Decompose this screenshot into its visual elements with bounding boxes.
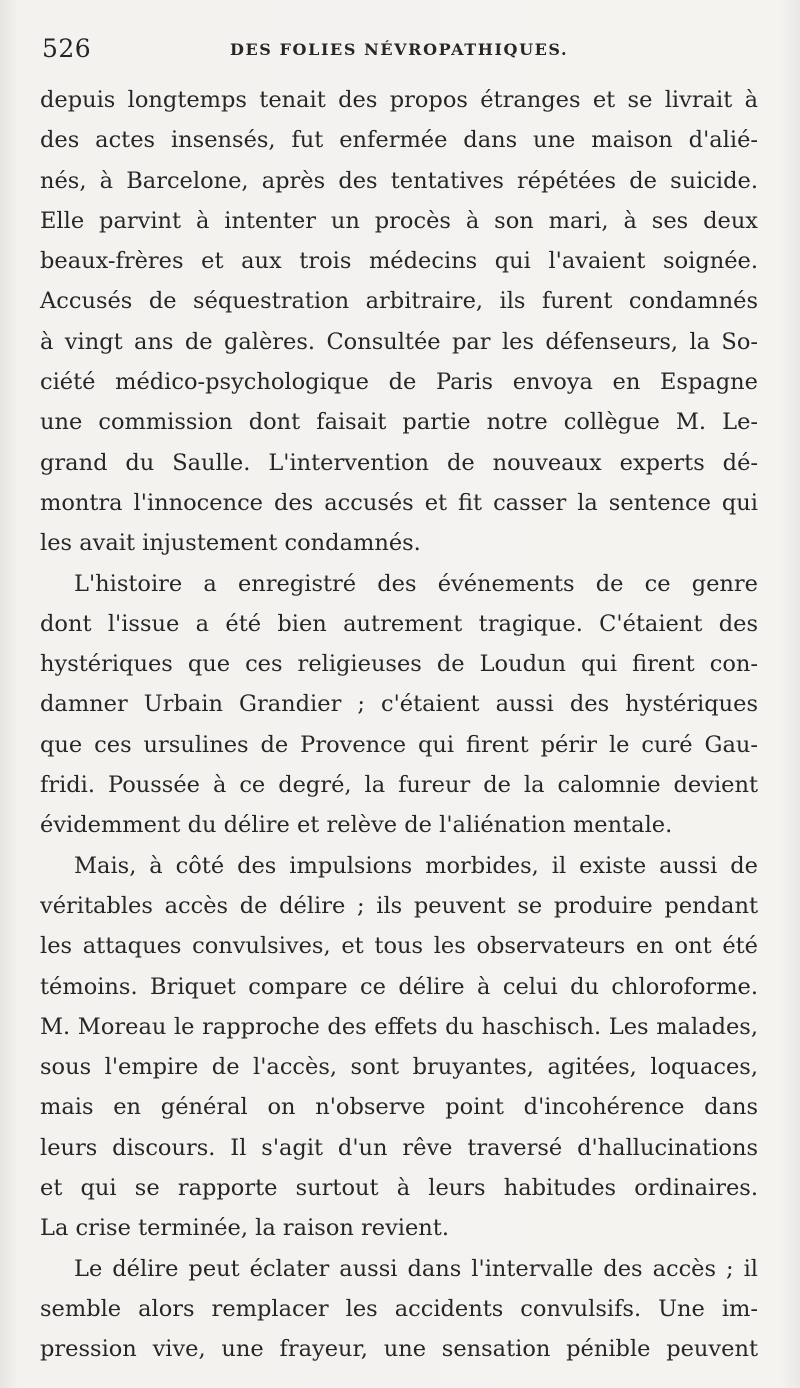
text-line: évidemment du délire et relève de l'aliénation mentale. bbox=[40, 812, 673, 839]
text-body bbox=[40, 80, 758, 1370]
text-line: M. Moreau le rapproche des effets du haschisch. Les malades, bbox=[40, 1013, 758, 1040]
text-line: les avait injustement condamnés. bbox=[40, 530, 421, 557]
text-line: dont l'issue a été bien autrement tragique. C'étaient des bbox=[40, 610, 758, 637]
text-line: à vingt ans de galères. Consultée par les défenseurs, la So- bbox=[40, 328, 758, 355]
text-line: ciété médico-psychologique de Paris envoya en Espagne bbox=[40, 369, 758, 396]
text-line: une commission dont faisait partie notre collègue M. Le- bbox=[40, 409, 758, 436]
text-line: La crise terminée, la raison revient. bbox=[40, 1215, 449, 1242]
text-line: véritables accès de délire ; ils peuvent se produire pendant bbox=[40, 892, 758, 919]
text-line: nés, à Barcelone, après des tentatives répétées de suicide. bbox=[40, 167, 758, 194]
text-line: que ces ursulines de Provence qui firent périr le curé Gau- bbox=[40, 731, 758, 758]
text-line: Mais, à côté des impulsions morbides, il existe aussi de bbox=[74, 852, 758, 879]
text-line: Le délire peut éclater aussi dans l'intervalle des accès ; il bbox=[74, 1255, 758, 1282]
text-line: des actes insensés, fut enfermée dans une maison d'alié- bbox=[40, 127, 758, 154]
text-line: pression vive, une frayeur, une sensation pénible peuvent bbox=[40, 1336, 758, 1363]
text-line: Accusés de séquestration arbitraire, ils furent condamnés bbox=[40, 288, 758, 315]
text-line: beaux-frères et aux trois médecins qui l'avaient soignée. bbox=[40, 248, 758, 275]
text-line: les attaques convulsives, et tous les observateurs en ont été bbox=[40, 933, 758, 960]
text-line: témoins. Briquet compare ce délire à celui du chloroforme. bbox=[40, 973, 758, 1000]
text-line: grand du Saulle. L'intervention de nouveaux experts dé- bbox=[40, 449, 758, 476]
paragraph bbox=[40, 564, 758, 846]
text-line: montra l'innocence des accusés et fit casser la sentence qui bbox=[40, 489, 758, 516]
paragraph bbox=[40, 80, 758, 564]
text-line: L'histoire a enregistré des événements de ce genre bbox=[74, 570, 758, 597]
text-line: semble alors remplacer les accidents convulsifs. Une im- bbox=[40, 1295, 758, 1322]
page-number: 526 bbox=[42, 34, 92, 63]
text-line: depuis longtemps tenait des propos étranges et se livrait à bbox=[40, 87, 758, 113]
paragraph bbox=[40, 846, 758, 1249]
text-line: leurs discours. Il s'agit d'un rêve traversé d'hallucinations bbox=[40, 1134, 758, 1161]
text-line: hystériques que ces religieuses de Loudun qui firent con- bbox=[40, 651, 758, 678]
text-line: sous l'empire de l'accès, sont bruyantes, agitées, loquaces, bbox=[40, 1054, 758, 1081]
text-line: damner Urbain Grandier ; c'étaient aussi des hystériques bbox=[40, 691, 758, 718]
text-line: Elle parvint à intenter un procès à son mari, à ses deux bbox=[40, 207, 758, 234]
text-line: mais en général on n'observe point d'incohérence dans bbox=[40, 1094, 758, 1121]
page-header bbox=[40, 34, 760, 74]
running-head: DES FOLIES NÉVROPATHIQUES. bbox=[230, 40, 569, 59]
paragraph bbox=[40, 1249, 758, 1370]
text-line: fridi. Poussée à ce degré, la fureur de la calomnie devient bbox=[40, 772, 758, 799]
text-line: et qui se rapporte surtout à leurs habitudes ordinaires. bbox=[40, 1175, 758, 1202]
